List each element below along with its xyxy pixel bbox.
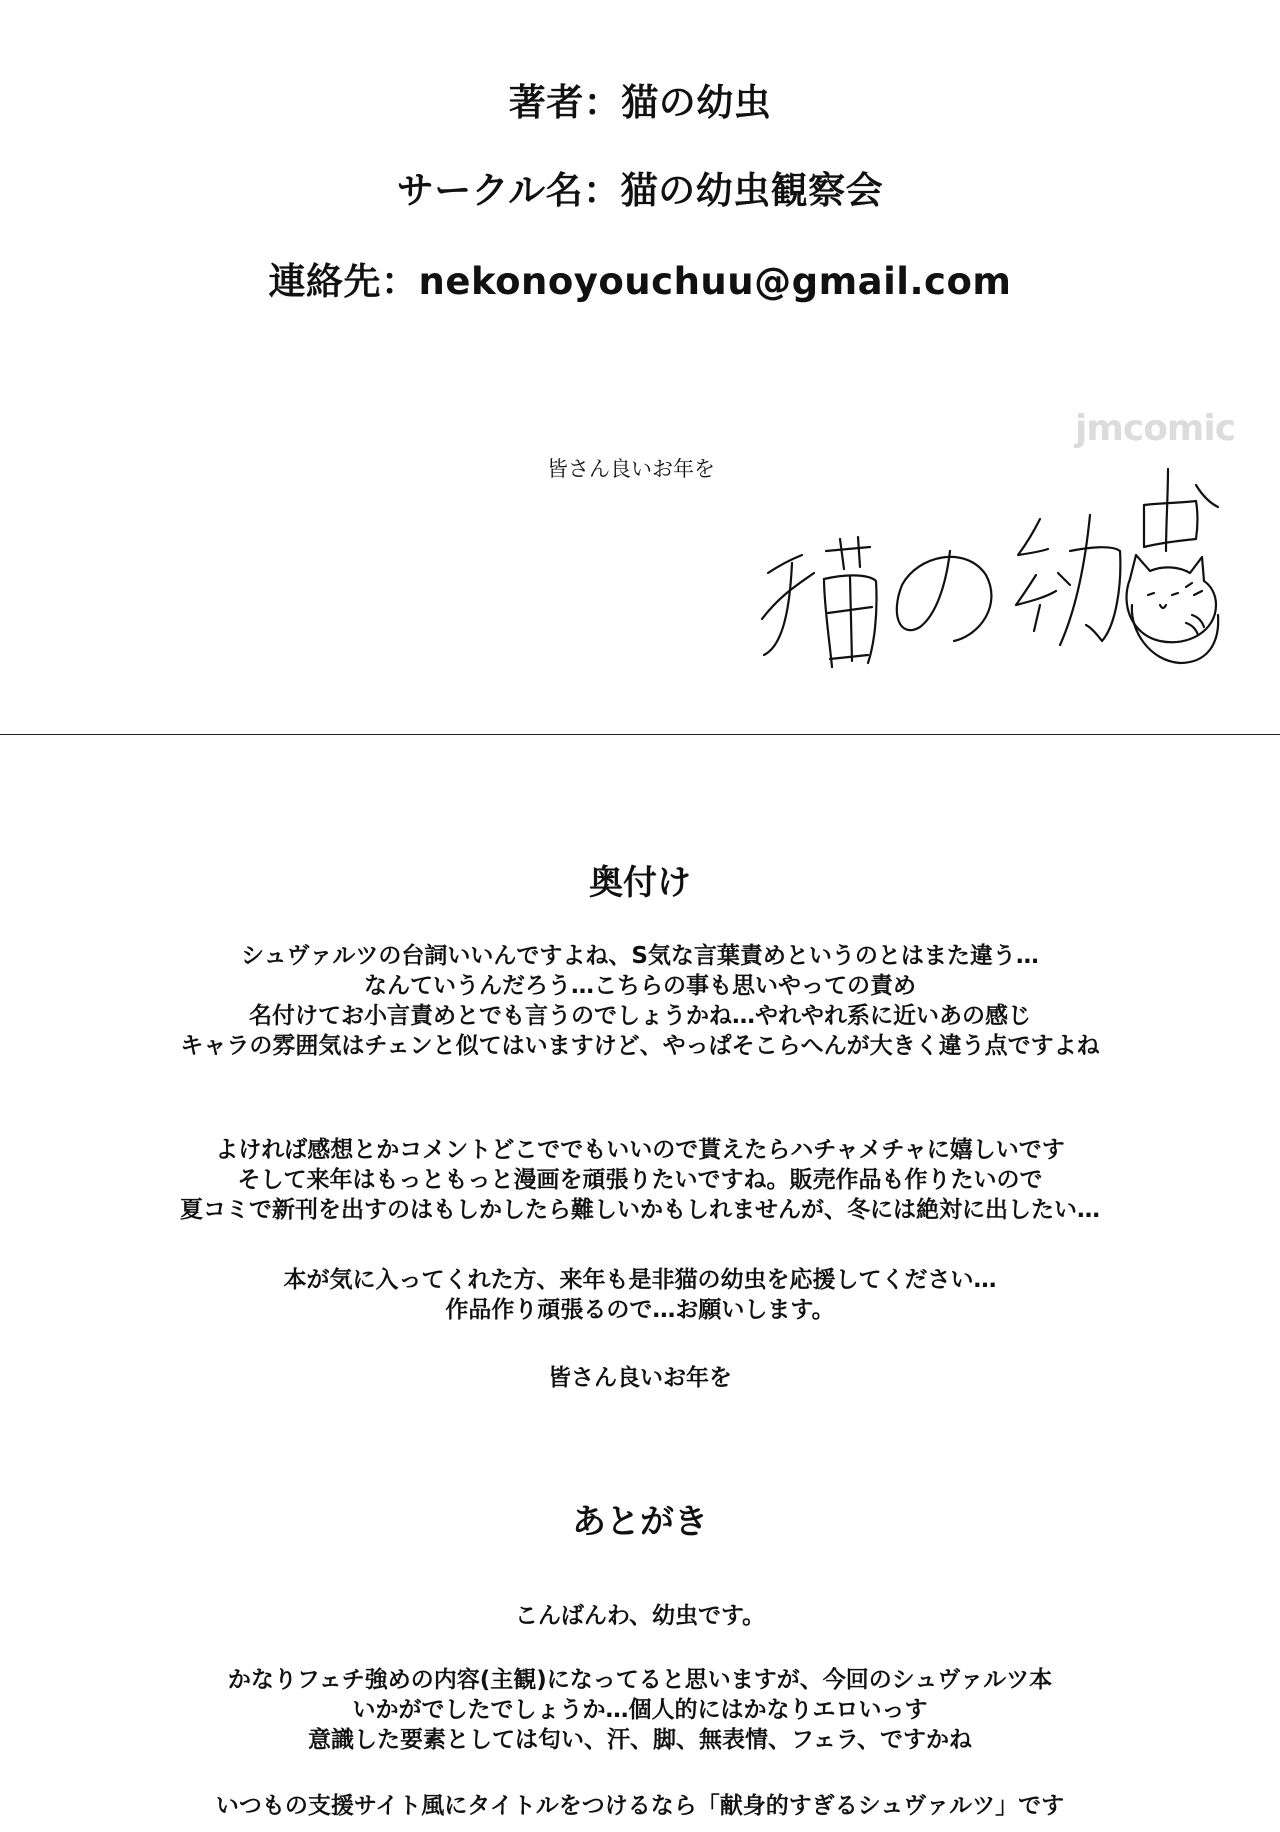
atogaki-title: あとがき	[572, 1502, 708, 1542]
okuzuke-paragraph-1	[0, 941, 1280, 1061]
text-line: 本が気に入ってくれた方、来年も是非猫の幼虫を応援してください…	[283, 1267, 997, 1293]
text-line: キャラの雰囲気はチェンと似てはいますけど、やっぱそこらへんが大きく違う点ですよね	[180, 1033, 1100, 1059]
text-line: 名付けてお小言責めとでも言うのでしょうかね…やれやれ系に近いあの感じ	[249, 1003, 1031, 1029]
text-line: 意識した要素としては匂い、汗、脚、無表情、フェラ、ですかね	[307, 1727, 972, 1753]
text-line: かなりフェチ強めの内容(主観)になってると思いますが、今回のシュヴァルツ本	[227, 1667, 1053, 1693]
text-line: 作品作り頑張るので…お願いします。	[445, 1297, 835, 1323]
text-line: シュヴァルツの台詞いいんですよね、S気な言葉責めというのとはまた違う…	[241, 943, 1039, 969]
author-line: 著者：猫の幼虫	[508, 81, 772, 124]
text-line: なんていうんだろう…こちらの事も思いやっての責め	[364, 973, 916, 999]
okuzuke-paragraph-3	[0, 1265, 1280, 1325]
okuzuke-paragraph-2	[0, 1135, 1280, 1225]
contact-line: 連絡先：nekonoyouchuu@gmail.com	[268, 260, 1012, 303]
atogaki-paragraph-2	[0, 1791, 1280, 1821]
circle-line: サークル名：猫の幼虫観察会	[396, 169, 884, 212]
cut-off-line: 皆さん良いお年を	[548, 1365, 732, 1391]
text-line: よければ感想とかコメントどこででもいいので貰えたらハチャメチャに嬉しいです	[215, 1137, 1065, 1163]
section-divider	[0, 734, 1280, 735]
text-line: そして来年はもっともっと漫画を頑張りたいですね。販売作品も作りたいので	[237, 1167, 1043, 1193]
atogaki-paragraph-1	[0, 1665, 1280, 1755]
okuzuke-title: 奥付け	[589, 863, 691, 903]
signature-image	[740, 455, 1220, 705]
greeting-fragment-text: 皆さん良いお年を	[547, 457, 715, 481]
text-line: いかがでしたでしょうか…個人的にはかなりエロいっす	[352, 1697, 928, 1723]
watermark-logo: jmcomic	[1075, 408, 1236, 449]
text-line: いつもの支援サイト風にタイトルをつけるなら「献身的すぎるシュヴァルツ」です	[215, 1793, 1065, 1819]
atogaki-greeting	[0, 1601, 1280, 1631]
text-line: 夏コミで新刊を出すのはもしかしたら難しいかもしれませんが、冬には絶対に出したい…	[180, 1197, 1100, 1223]
text-line: こんばんわ、幼虫です。	[514, 1603, 766, 1629]
